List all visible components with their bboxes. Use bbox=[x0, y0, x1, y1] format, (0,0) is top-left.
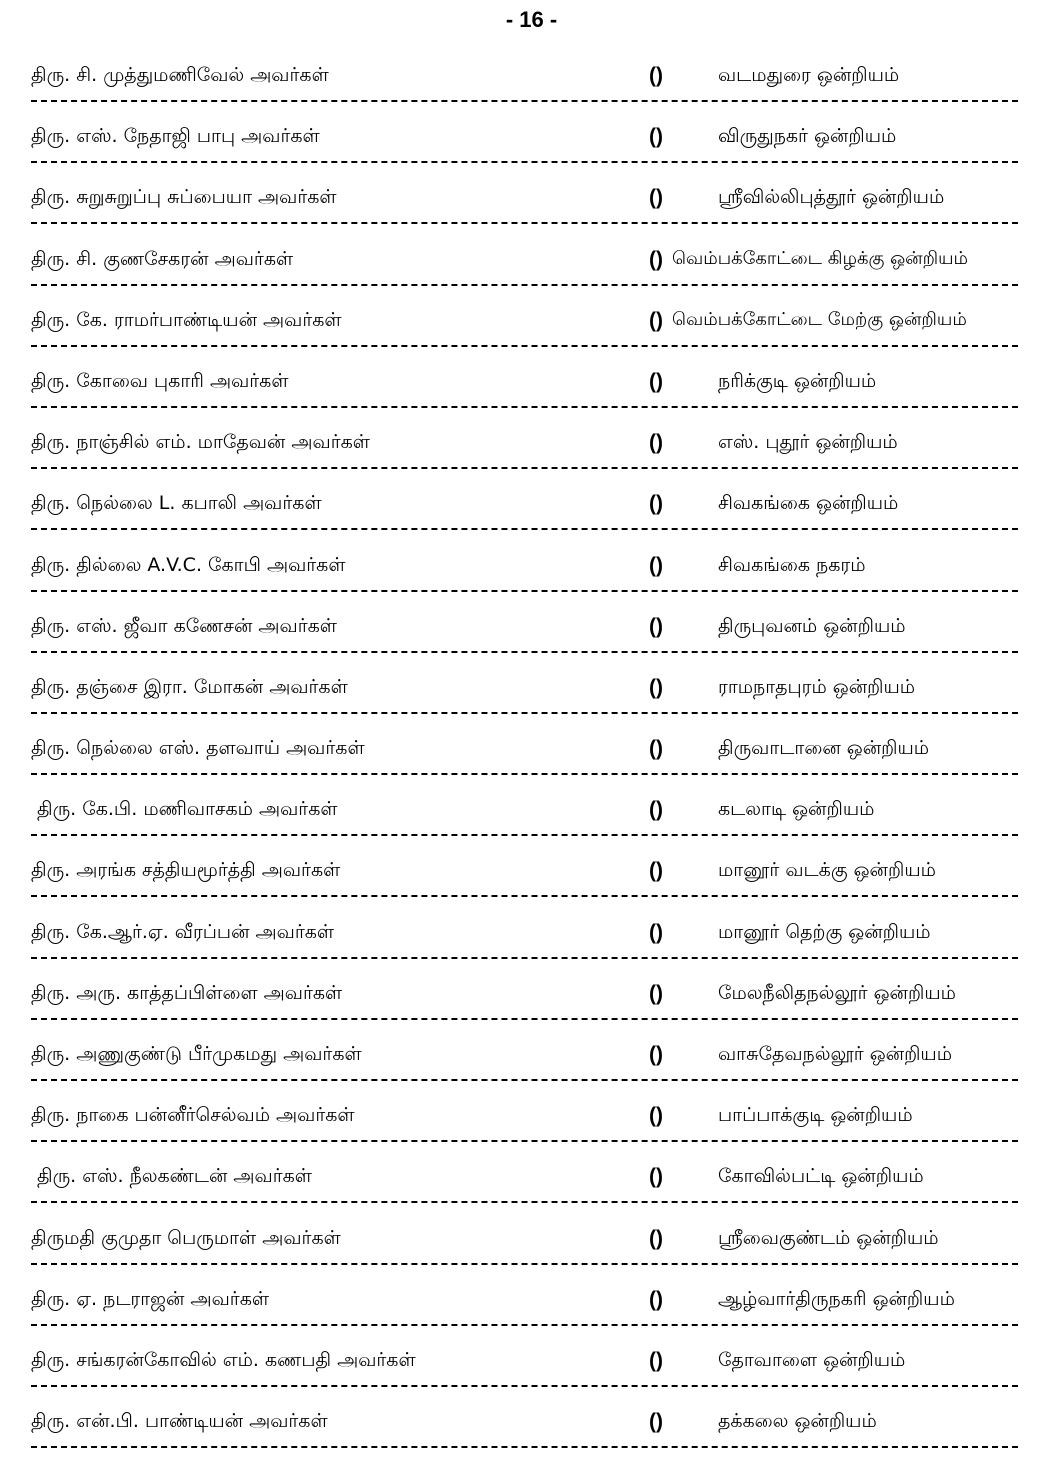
list-item bbox=[0, 781, 1063, 842]
entry-name: திரு. ஏ. நடராஜன் அவர்கள் bbox=[31, 1287, 270, 1310]
list-item bbox=[0, 1210, 1063, 1271]
dashed-divider bbox=[31, 773, 1018, 775]
entry-place: சிவகங்கை நகரம் bbox=[718, 553, 866, 576]
entry-place: ஆழ்வார்திருநகரி ஒன்றியம் bbox=[718, 1287, 955, 1310]
entry-separator: () bbox=[649, 125, 663, 149]
entry-place: ஸ்ரீவில்லிபுத்தூர் ஒன்றியம் bbox=[718, 186, 945, 209]
entry-name: திரு. கோவை புகாரி அவர்கள் bbox=[31, 369, 289, 392]
dashed-divider bbox=[31, 1018, 1018, 1020]
entry-place: கோவில்பட்டி ஒன்றியம் bbox=[718, 1165, 924, 1188]
entry-name: திரு. எஸ். நீலகண்டன் அவர்கள் bbox=[37, 1165, 312, 1188]
entry-separator: () bbox=[649, 859, 663, 883]
dashed-divider bbox=[31, 895, 1018, 897]
dashed-divider bbox=[31, 834, 1018, 836]
list-item bbox=[0, 598, 1063, 659]
entry-separator: () bbox=[649, 1043, 663, 1066]
dashed-divider bbox=[31, 1201, 1018, 1203]
entry-name: திரு. கே.ஆர்.ஏ. வீரப்பன் அவர்கள் bbox=[31, 920, 335, 943]
list-item bbox=[0, 1393, 1063, 1454]
entry-name: திரு. அரு. காத்தப்பிள்ளை அவர்கள் bbox=[31, 981, 343, 1004]
entry-place: திருவாடானை ஒன்றியம் bbox=[718, 737, 930, 760]
entry-separator: () bbox=[649, 64, 663, 87]
list-item bbox=[0, 414, 1063, 475]
dashed-divider bbox=[31, 161, 1018, 163]
entry-name: திருமதி குமுதா பெருமாள் அவர்கள் bbox=[31, 1226, 341, 1249]
entry-separator: () bbox=[649, 1410, 663, 1434]
list-item bbox=[0, 1271, 1063, 1332]
entry-place: ராமநாதபுரம் ஒன்றியம் bbox=[718, 675, 916, 698]
entry-place: வெம்பக்கோட்டை மேற்கு ஒன்றியம் bbox=[672, 308, 967, 330]
list-item bbox=[0, 965, 1063, 1026]
dashed-divider bbox=[31, 467, 1018, 469]
entry-separator: () bbox=[649, 1287, 663, 1311]
entry-separator: () bbox=[649, 186, 663, 210]
dashed-divider bbox=[31, 712, 1018, 714]
entry-separator: () bbox=[649, 920, 663, 944]
list-item bbox=[0, 47, 1063, 108]
dashed-divider bbox=[31, 1079, 1018, 1081]
entry-list bbox=[0, 47, 1063, 1454]
entry-name: திரு. சங்கரன்கோவில் எம். கணபதி அவர்கள் bbox=[31, 1348, 416, 1371]
entry-name: திரு. எஸ். நேதாஜி பாபு அவர்கள் bbox=[31, 125, 320, 148]
entry-separator: () bbox=[649, 431, 663, 455]
list-item bbox=[0, 1087, 1063, 1148]
entry-name: திரு. கே.பி. மணிவாசகம் அவர்கள் bbox=[37, 798, 338, 821]
list-item bbox=[0, 537, 1063, 598]
entry-separator: () bbox=[649, 614, 663, 638]
dashed-divider bbox=[31, 1385, 1018, 1387]
entry-separator: () bbox=[649, 308, 663, 332]
list-item bbox=[0, 1332, 1063, 1393]
entry-name: திரு. தில்லை A.V.C. கோபி அவர்கள் bbox=[31, 553, 346, 576]
list-item bbox=[0, 1148, 1063, 1209]
entry-place: திருபுவனம் ஒன்றியம் bbox=[718, 614, 906, 637]
entry-separator: () bbox=[649, 1348, 663, 1372]
entry-place: வடமதுரை ஒன்றியம் bbox=[718, 64, 900, 86]
dashed-divider bbox=[31, 284, 1018, 286]
entry-place: தக்கலை ஒன்றியம் bbox=[718, 1410, 877, 1433]
entry-separator: () bbox=[649, 737, 663, 761]
list-item bbox=[0, 720, 1063, 781]
entry-place: கடலாடி ஒன்றியம் bbox=[718, 798, 875, 821]
entry-name: திரு. எஸ். ஜீவா கணேசன் அவர்கள் bbox=[31, 614, 337, 637]
list-item bbox=[0, 108, 1063, 169]
list-item bbox=[0, 1026, 1063, 1087]
dashed-divider bbox=[31, 1263, 1018, 1265]
entry-name: திரு. நாஞ்சில் எம். மாதேவன் அவர்கள் bbox=[31, 431, 370, 454]
dashed-divider bbox=[31, 345, 1018, 347]
list-item bbox=[0, 842, 1063, 903]
entry-place: வாசுதேவநல்லூர் ஒன்றியம் bbox=[718, 1043, 953, 1065]
entry-name: திரு. சி. முத்துமணிவேல் அவர்கள் bbox=[31, 64, 329, 86]
dashed-divider bbox=[31, 100, 1018, 102]
entry-separator: () bbox=[649, 798, 663, 822]
dashed-divider bbox=[31, 406, 1018, 408]
entry-place: ஸ்ரீவைகுண்டம் ஒன்றியம் bbox=[718, 1226, 939, 1249]
entry-separator: () bbox=[649, 369, 663, 393]
list-item bbox=[0, 353, 1063, 414]
dashed-divider bbox=[31, 528, 1018, 530]
entry-separator: () bbox=[649, 675, 663, 699]
entry-separator: () bbox=[649, 1104, 663, 1128]
list-item bbox=[0, 231, 1063, 292]
entry-place: மேலநீலிதநல்லூர் ஒன்றியம் bbox=[718, 981, 956, 1004]
entry-separator: () bbox=[649, 1226, 663, 1250]
entry-place: சிவகங்கை ஒன்றியம் bbox=[718, 492, 899, 515]
entry-name: திரு. என்.பி. பாண்டியன் அவர்கள் bbox=[31, 1410, 328, 1433]
entry-name: திரு. சுறுசுறுப்பு சுப்பையா அவர்கள் bbox=[31, 186, 337, 209]
entry-place: தோவாளை ஒன்றியம் bbox=[718, 1348, 906, 1371]
entry-place: நரிக்குடி ஒன்றியம் bbox=[718, 369, 877, 392]
entry-separator: () bbox=[649, 553, 663, 577]
list-item bbox=[0, 659, 1063, 720]
entry-name: திரு. தஞ்சை இரா. மோகன் அவர்கள் bbox=[31, 675, 348, 698]
entry-name: திரு. நெல்லை எஸ். தளவாய் அவர்கள் bbox=[31, 737, 365, 760]
entry-place: மானூர் தெற்கு ஒன்றியம் bbox=[718, 920, 931, 943]
dashed-divider bbox=[31, 590, 1018, 592]
page-number: - 16 - bbox=[505, 7, 558, 32]
entry-place: வெம்பக்கோட்டை கிழக்கு ஒன்றியம் bbox=[672, 247, 969, 269]
dashed-divider bbox=[31, 1140, 1018, 1142]
entry-name: திரு. அரங்க சத்தியமூர்த்தி அவர்கள் bbox=[31, 859, 341, 882]
entry-separator: () bbox=[649, 981, 663, 1005]
entry-place: விருதுநகர் ஒன்றியம் bbox=[718, 125, 897, 148]
entry-separator: () bbox=[649, 1165, 663, 1189]
dashed-divider bbox=[31, 222, 1018, 224]
dashed-divider bbox=[31, 1446, 1018, 1448]
entry-place: மானூர் வடக்கு ஒன்றியம் bbox=[718, 859, 936, 882]
dashed-divider bbox=[31, 957, 1018, 959]
dashed-divider bbox=[31, 1324, 1018, 1326]
entry-name: திரு. நாகை பன்னீர்செல்வம் அவர்கள் bbox=[31, 1104, 355, 1127]
entry-name: திரு. நெல்லை L. கபாலி அவர்கள் bbox=[31, 492, 322, 515]
entry-place: எஸ். புதூர் ஒன்றியம் bbox=[718, 431, 898, 454]
entry-place: பாப்பாக்குடி ஒன்றியம் bbox=[718, 1104, 913, 1127]
dashed-divider bbox=[31, 651, 1018, 653]
list-item bbox=[0, 904, 1063, 965]
list-item bbox=[0, 475, 1063, 536]
entry-name: திரு. சி. குணசேகரன் அவர்கள் bbox=[31, 247, 294, 270]
entry-name: திரு. அணுகுண்டு பீர்முகமது அவர்கள் bbox=[31, 1043, 362, 1065]
entry-separator: () bbox=[649, 247, 663, 271]
list-item bbox=[0, 169, 1063, 230]
entry-name: திரு. கே. ராமர்பாண்டியன் அவர்கள் bbox=[31, 308, 342, 331]
entry-separator: () bbox=[649, 492, 663, 516]
list-item bbox=[0, 292, 1063, 353]
